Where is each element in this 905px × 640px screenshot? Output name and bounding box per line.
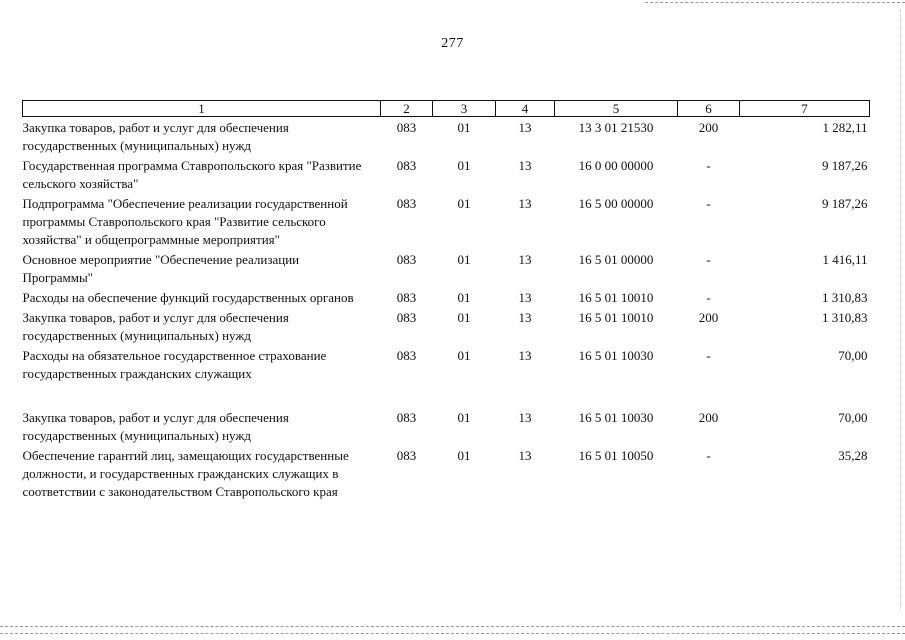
subsection-code: 13 [518, 310, 532, 325]
section-code: 01 [457, 252, 471, 267]
expense-type-code: 200 [698, 120, 719, 135]
ministry-code: 083 [396, 158, 417, 173]
section-code: 01 [457, 196, 471, 211]
table-row [23, 155, 870, 193]
row-name: Закупка товаров, работ и услуг для обеспечения государственных (муниципальных) нужд [22, 120, 289, 153]
expense-type-code: 200 [698, 310, 719, 325]
target-article-code: 16 0 00 00000 [578, 158, 654, 173]
section-code: 01 [457, 290, 471, 305]
amount: 35,28 [838, 448, 868, 463]
ministry-code: 083 [396, 196, 417, 211]
ministry-code: 083 [396, 290, 417, 305]
expense-type-code: 200 [698, 410, 719, 425]
target-article-code: 16 5 01 00000 [578, 252, 654, 267]
column-number-3: 3 [433, 101, 496, 117]
expense-type-code: - [706, 290, 711, 305]
table-row [23, 307, 870, 345]
page-number: 277 [441, 36, 464, 51]
column-number-6: 6 [678, 101, 740, 117]
section-code: 01 [457, 120, 471, 135]
subsection-code: 13 [518, 290, 532, 305]
expense-type-code: - [706, 196, 711, 211]
ministry-code: 083 [396, 310, 417, 325]
section-code: 01 [457, 348, 471, 363]
target-article-code: 16 5 01 10030 [578, 410, 654, 425]
expense-type-code: - [706, 252, 711, 267]
blank-spacer-row [23, 383, 870, 407]
amount: 9 187,26 [822, 158, 868, 173]
amount: 1 310,83 [822, 290, 868, 305]
ministry-code: 083 [396, 348, 417, 363]
expense-type-code: - [706, 448, 711, 463]
table-row [23, 407, 870, 445]
column-number-2: 2 [381, 101, 433, 117]
ministry-code: 083 [396, 252, 417, 267]
subsection-code: 13 [518, 348, 532, 363]
ministry-code: 083 [396, 410, 417, 425]
table-row [23, 445, 870, 501]
row-name: Расходы на обеспечение функций государственных органов [22, 290, 354, 305]
row-name: Расходы на обязательное государственное страхование государственных гражданских служащих [22, 348, 327, 381]
amount: 1 310,83 [822, 310, 868, 325]
bottom-scan-rule-lower [0, 633, 905, 634]
subsection-code: 13 [518, 120, 532, 135]
row-name: Государственная программа Ставропольского края "Развитие сельского хозяйства" [22, 158, 362, 191]
ministry-code: 083 [396, 448, 417, 463]
row-name: Обеспечение гарантий лиц, замещающих государственные должности, и государственных гражданских служащих в соответствии с законодательством Ставропольского края [22, 448, 349, 499]
section-code: 01 [457, 448, 471, 463]
column-number-5: 5 [555, 101, 678, 117]
expense-type-code: - [706, 158, 711, 173]
subsection-code: 13 [518, 410, 532, 425]
ministry-code: 083 [396, 120, 417, 135]
target-article-code: 16 5 00 00000 [578, 196, 654, 211]
row-name: Подпрограмма "Обеспечение реализации государственной программы Ставропольского края "Развитие сельского хозяйства" и общепрограммные мероприятия" [22, 196, 348, 247]
table-row [23, 287, 870, 307]
amount: 70,00 [838, 348, 868, 363]
expense-type-code: - [706, 348, 711, 363]
table-row [23, 193, 870, 249]
column-number-7: 7 [740, 101, 870, 117]
table-row [23, 117, 870, 156]
target-article-code: 16 5 01 10010 [578, 290, 654, 305]
target-article-code: 16 5 01 10030 [578, 348, 654, 363]
amount: 1 282,11 [822, 120, 868, 135]
subsection-code: 13 [518, 448, 532, 463]
column-number-1: 1 [23, 101, 381, 117]
section-code: 01 [457, 158, 471, 173]
target-article-code: 13 3 01 21530 [578, 120, 654, 135]
row-name: Закупка товаров, работ и услуг для обеспечения государственных (муниципальных) нужд [22, 410, 289, 443]
subsection-code: 13 [518, 252, 532, 267]
subsection-code: 13 [518, 196, 532, 211]
top-scan-rule [645, 2, 905, 3]
amount: 9 187,26 [822, 196, 868, 211]
target-article-code: 16 5 01 10010 [578, 310, 654, 325]
row-name: Основное мероприятие "Обеспечение реализации Программы" [22, 252, 300, 285]
section-code: 01 [457, 310, 471, 325]
table-row [23, 249, 870, 287]
bottom-scan-rule [0, 626, 905, 627]
table-row [23, 345, 870, 383]
subsection-code: 13 [518, 158, 532, 173]
target-article-code: 16 5 01 10050 [578, 448, 654, 463]
row-name: Закупка товаров, работ и услуг для обеспечения государственных (муниципальных) нужд [22, 310, 289, 343]
column-number-4: 4 [496, 101, 555, 117]
right-scan-rule [900, 10, 901, 610]
section-code: 01 [457, 410, 471, 425]
budget-table [22, 100, 870, 501]
amount: 70,00 [838, 410, 868, 425]
amount: 1 416,11 [822, 252, 868, 267]
column-number-row [23, 101, 870, 117]
